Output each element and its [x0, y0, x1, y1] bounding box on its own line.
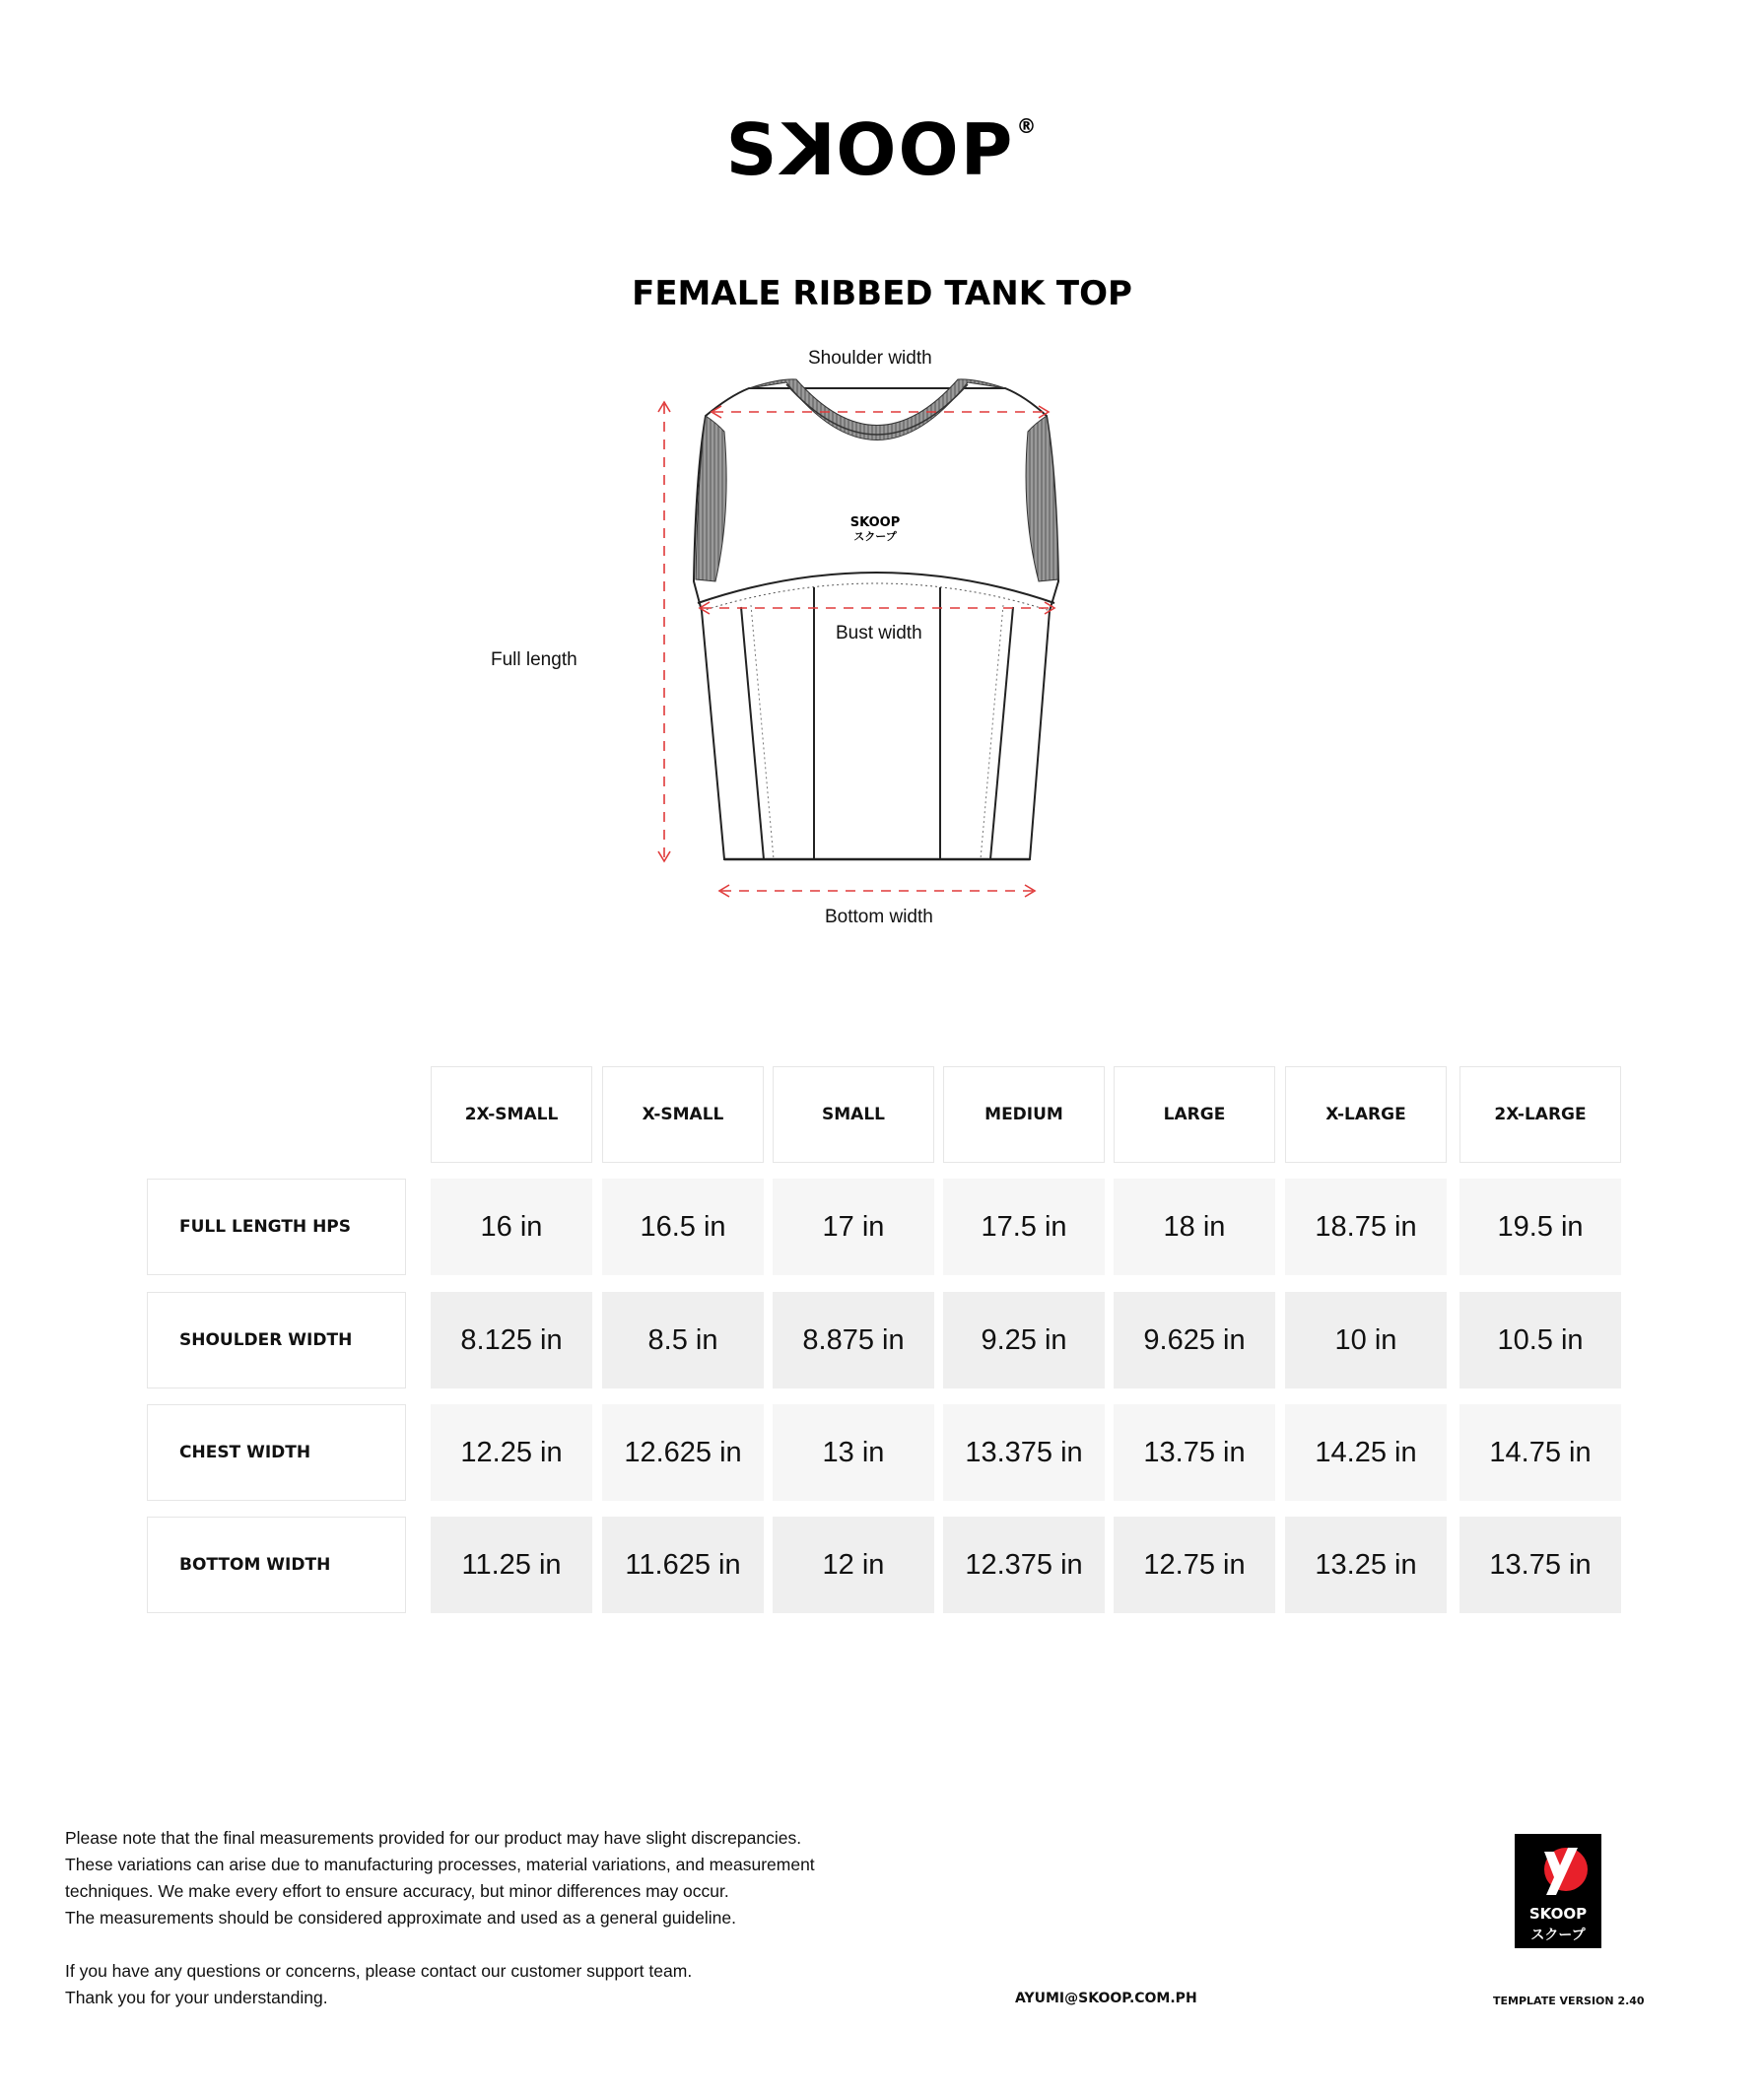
size-value-cell: 8.875 in [773, 1292, 934, 1388]
tank-top-sketch [0, 0, 1764, 946]
size-value-cell: 10.5 in [1459, 1292, 1621, 1388]
row-label: CHEST WIDTH [147, 1404, 406, 1501]
size-value-cell: 18.75 in [1285, 1179, 1447, 1275]
size-value-cell: 11.625 in [602, 1517, 764, 1613]
row-label: BOTTOM WIDTH [147, 1517, 406, 1613]
full-length-label: Full length [491, 649, 577, 670]
size-header-x-small: X-SMALL [602, 1066, 764, 1163]
disclaimer-line: Please note that the final measurements provided for our product may have slight discrepancies. [65, 1828, 802, 1848]
size-value-cell: 14.75 in [1459, 1404, 1621, 1501]
disclaimer [65, 1825, 913, 2011]
template-version: TEMPLATE VERSION 2.40 [1493, 1995, 1645, 2007]
badge-text-latin: SKOOP [1528, 1905, 1588, 1923]
size-header-2x-large: 2X-LARGE [1459, 1066, 1621, 1163]
bust-width-label: Bust width [836, 623, 922, 643]
size-value-cell: 12.75 in [1114, 1517, 1275, 1613]
size-header-medium: MEDIUM [943, 1066, 1105, 1163]
size-value-cell: 12.625 in [602, 1404, 764, 1501]
size-value-cell: 9.25 in [943, 1292, 1105, 1388]
size-header-x-large: X-LARGE [1285, 1066, 1447, 1163]
size-header-2x-small: 2X-SMALL [431, 1066, 592, 1163]
size-value-cell: 10 in [1285, 1292, 1447, 1388]
size-value-cell: 16.5 in [602, 1179, 764, 1275]
shoulder-width-label: Shoulder width [808, 348, 932, 369]
size-value-cell: 17 in [773, 1179, 934, 1275]
size-value-cell: 8.5 in [602, 1292, 764, 1388]
row-label: FULL LENGTH HPS [147, 1179, 406, 1275]
badge-text-katakana: スクープ [1530, 1928, 1586, 1943]
disclaimer-line: These variations can arise due to manufacturing processes, material variations, and measurement [65, 1855, 815, 1874]
size-value-cell: 9.625 in [1114, 1292, 1275, 1388]
size-value-cell: 12.375 in [943, 1517, 1105, 1613]
registered-mark: ® [1016, 114, 1039, 138]
support-email[interactable]: AYUMI@SKOOP.COM.PH [1015, 1991, 1197, 2006]
size-value-cell: 12 in [773, 1517, 934, 1613]
size-value-cell: 13.25 in [1285, 1517, 1447, 1613]
size-value-cell: 18 in [1114, 1179, 1275, 1275]
size-header-small: SMALL [773, 1066, 934, 1163]
size-value-cell: 16 in [431, 1179, 592, 1275]
size-value-cell: 13.375 in [943, 1404, 1105, 1501]
size-value-cell: 13 in [773, 1404, 934, 1501]
garment-print-line1: SKOOP [849, 515, 901, 530]
size-header-large: LARGE [1114, 1066, 1275, 1163]
contact-line: Thank you for your understanding. [65, 1988, 328, 2007]
bottom-width-label: Bottom width [825, 907, 933, 927]
skoop-badge-logo [1515, 1834, 1601, 1948]
size-value-cell: 19.5 in [1459, 1179, 1621, 1275]
contact-line: If you have any questions or concerns, please contact our customer support team. [65, 1961, 693, 1981]
size-value-cell: 12.25 in [431, 1404, 592, 1501]
row-label: SHOULDER WIDTH [147, 1292, 406, 1388]
garment-print-line2: スクープ [853, 530, 897, 543]
disclaimer-line: The measurements should be considered approximate and used as a general guideline. [65, 1908, 736, 1928]
size-value-cell: 13.75 in [1459, 1517, 1621, 1613]
size-value-cell: 17.5 in [943, 1179, 1105, 1275]
size-value-cell: 8.125 in [431, 1292, 592, 1388]
brand-logo-text: SKOOP [725, 108, 1015, 191]
garment-diagram [0, 0, 1764, 946]
badge-mark-icon [1515, 1834, 1601, 1913]
size-value-cell: 13.75 in [1114, 1404, 1275, 1501]
size-value-cell: 11.25 in [431, 1517, 592, 1613]
size-value-cell: 14.25 in [1285, 1404, 1447, 1501]
product-title: FEMALE RIBBED TANK TOP [632, 274, 1132, 313]
disclaimer-line: techniques. We make every effort to ensure accuracy, but minor differences may occur. [65, 1881, 729, 1901]
